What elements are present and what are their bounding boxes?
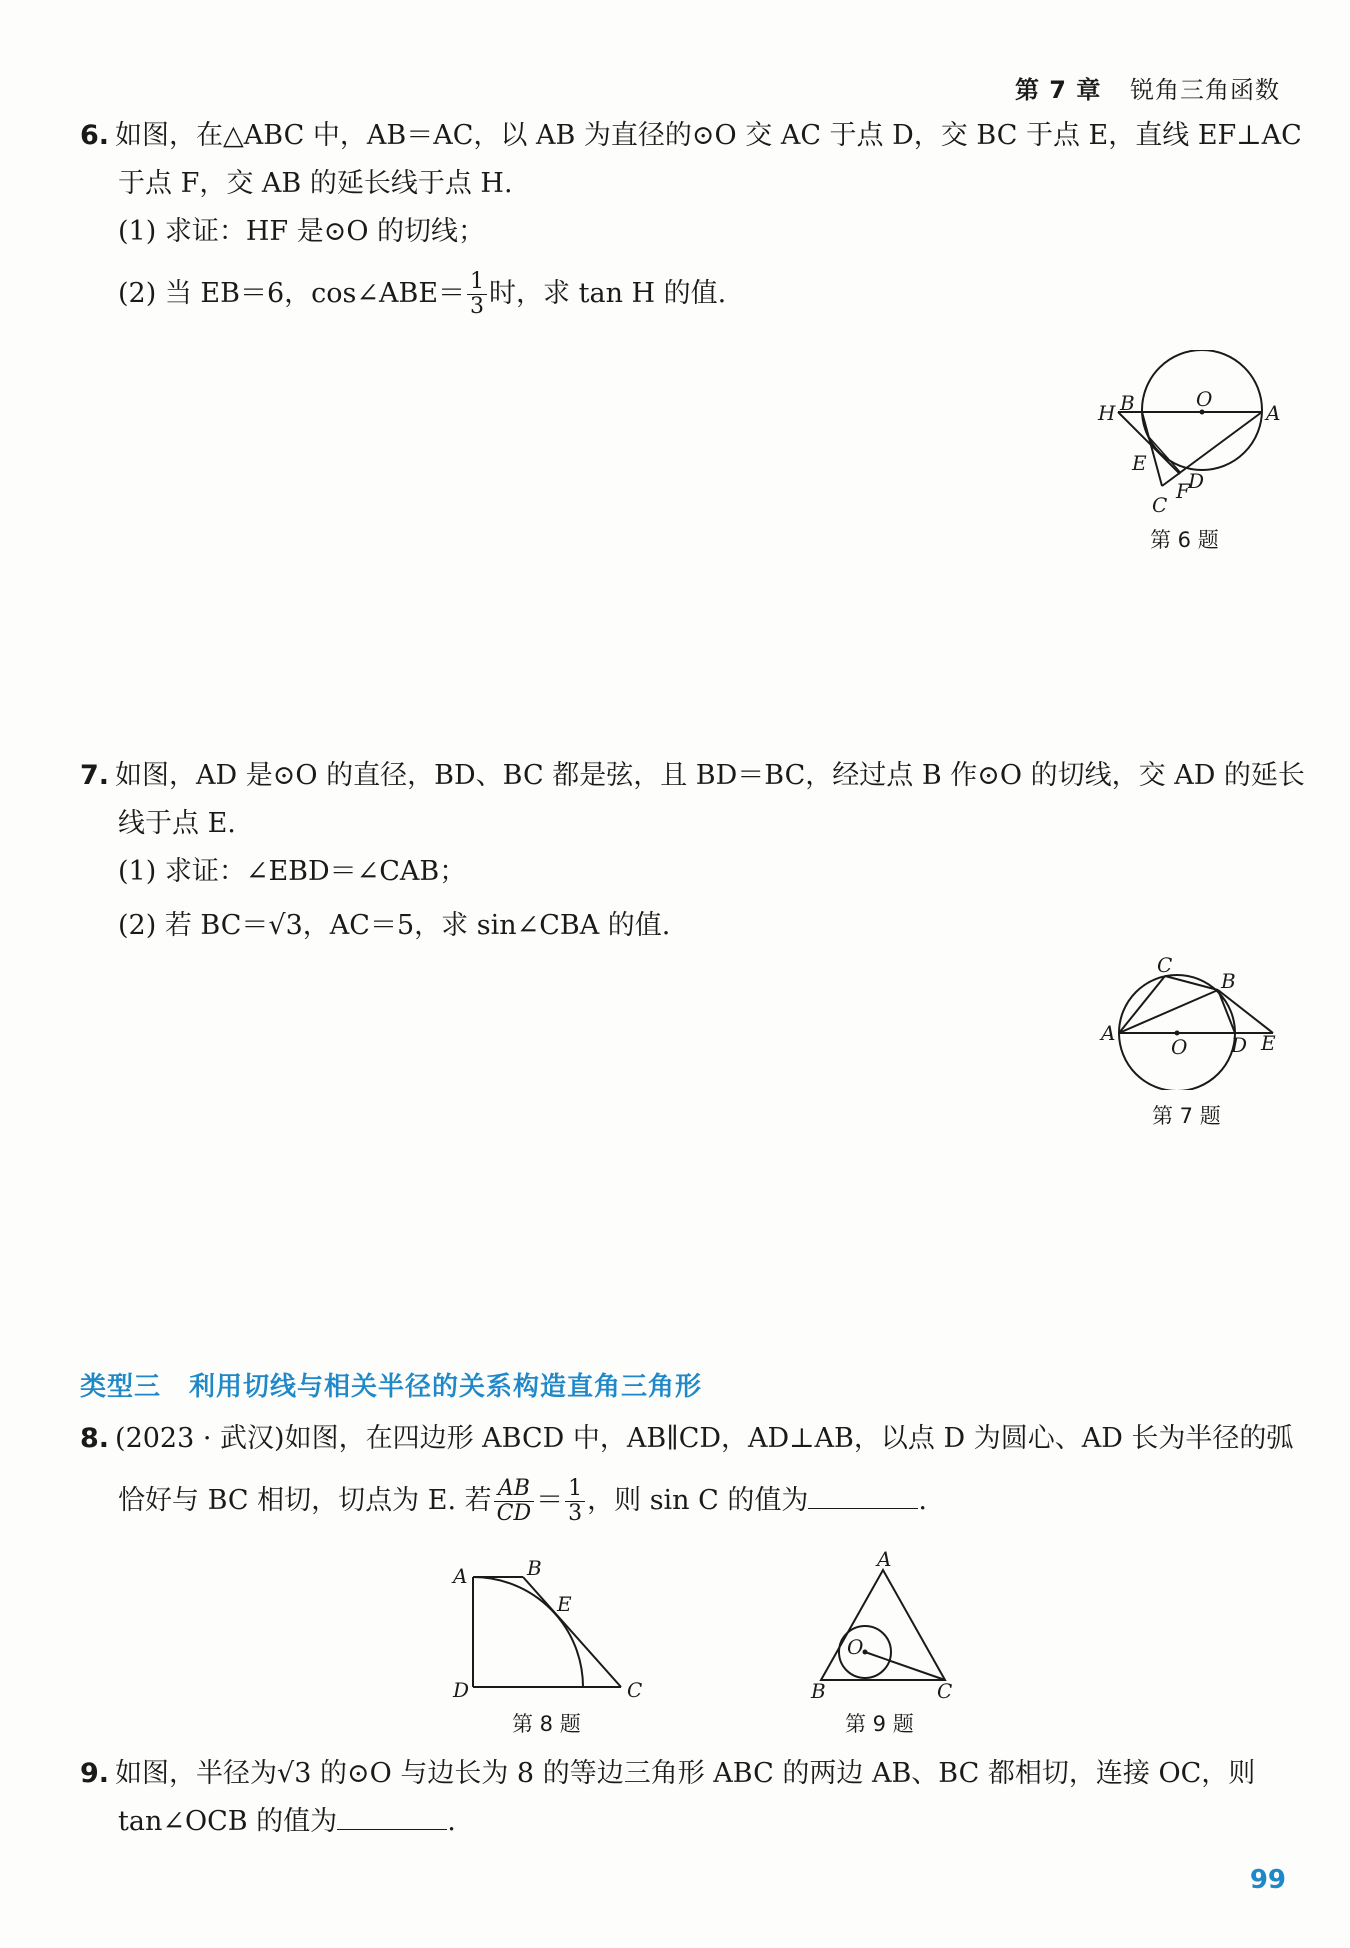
label-O: O	[847, 1635, 864, 1659]
figure-6	[1090, 350, 1290, 525]
problem-7-line2: 线于点 E.	[118, 808, 236, 839]
problem-6	[80, 112, 1302, 319]
label-A: A	[1101, 1021, 1116, 1045]
figure-8	[445, 1555, 655, 1705]
chapter-title: 锐角三角函数	[1130, 76, 1280, 104]
page-number: 99	[1249, 1865, 1286, 1895]
section-heading	[80, 1366, 702, 1403]
figure-7	[1095, 950, 1295, 1090]
problem-number: 6.	[80, 120, 110, 151]
problem-number: 8.	[80, 1423, 110, 1454]
label-C: C	[1152, 493, 1168, 517]
fraction-ab-cd: $\frac{AB}{CD}$	[494, 1477, 534, 1526]
problem-9-line1: 如图，半径为√3 的⊙O 与边长为 8 的等边三角形 ABC 的两边 AB、BC 都相切，连接 OC，则	[115, 1758, 1256, 1789]
problem-7	[80, 752, 1305, 950]
label-F: F	[1176, 479, 1190, 503]
problem-8-line2-end: ，则 sin C 的值为	[587, 1485, 809, 1516]
label-B: B	[1120, 391, 1135, 415]
figure-8-caption: 第 8 题	[512, 1712, 581, 1736]
answer-blank[interactable]	[337, 1803, 447, 1830]
label-H: H	[1098, 401, 1116, 425]
problem-number: 7.	[80, 760, 110, 791]
problem-9: 9. 如图，半径为√3 的⊙O 与边长为 8 的等边三角形 ABC 的两边 AB、BC 都相切，连接 OC，则 tan∠OCB 的值为 .	[80, 1758, 1256, 1837]
figure-7-caption: 第 7 题	[1152, 1104, 1221, 1128]
problem-6-q2-start: (2) 当 EB＝6，cos∠ABE＝	[118, 278, 466, 309]
label-C: C	[1157, 953, 1173, 977]
problem-8-line1: (2023 · 武汉)如图，在四边形 ABCD 中，AB∥CD，AD⊥AB，以点 D 为圆心、AD 长为半径的弧	[115, 1423, 1294, 1454]
page-header	[1015, 70, 1280, 105]
label-E: E	[1261, 1031, 1276, 1055]
fraction: $\frac{1}{3}$	[565, 1477, 585, 1526]
problem-8-line2-start: 恰好与 BC 相切，切点为 E. 若	[118, 1485, 492, 1516]
label-B: B	[1221, 969, 1236, 993]
section-type: 类型三	[80, 1372, 162, 1402]
label-B: B	[527, 1556, 542, 1580]
label-B: B	[811, 1679, 826, 1700]
label-C: C	[627, 1678, 643, 1702]
label-D: D	[1188, 469, 1205, 493]
problem-8: 8. (2023 · 武汉)如图，在四边形 ABCD 中，AB∥CD，AD⊥AB，以点 D 为圆心、AD 长为半径的弧 恰好与 BC 相切，切点为 E. 若 $\frac{AB}{CD}$ ＝ $\frac{1}{3}$ ，则 sin C 的值为 .	[80, 1423, 1294, 1526]
problem-6-line1: 如图，在△ABC 中，AB＝AC，以 AB 为直径的⊙O 交 AC 于点 D，交 BC 于点 E，直线 EF⊥AC	[115, 120, 1302, 151]
label-A: A	[1266, 401, 1281, 425]
figure-6-caption: 第 6 题	[1150, 528, 1219, 552]
problem-7-q2: (2) 若 BC＝√3，AC＝5，求 sin∠CBA 的值.	[118, 910, 671, 941]
problem-6-q2-end: 时，求 tan H 的值.	[489, 278, 727, 309]
label-O: O	[1196, 387, 1213, 411]
label-E: E	[557, 1592, 572, 1616]
fraction: $\frac{1}{3}$	[467, 270, 487, 319]
answer-blank[interactable]	[808, 1482, 918, 1509]
label-A: A	[453, 1564, 468, 1588]
section-title: 利用切线与相关半径的关系构造直角三角形	[189, 1372, 703, 1402]
chapter-number: 第 7 章	[1014, 76, 1102, 104]
label-E: E	[1132, 451, 1147, 475]
problem-7-line1: 如图，AD 是⊙O 的直径，BD、BC 都是弦，且 BD＝BC，经过点 B 作⊙O 的切线，交 AD 的延长	[115, 760, 1305, 791]
label-C: C	[937, 1679, 953, 1700]
problem-9-line2: tan∠OCB 的值为	[118, 1806, 338, 1837]
figure-9-caption: 第 9 题	[845, 1712, 914, 1736]
label-D: D	[453, 1678, 470, 1702]
label-O: O	[1171, 1035, 1188, 1059]
problem-6-q1: (1) 求证：HF 是⊙O 的切线；	[118, 216, 486, 247]
problem-6-line2: 于点 F，交 AB 的延长线于点 H.	[118, 168, 513, 199]
figure-9	[805, 1550, 965, 1700]
problem-number: 9.	[80, 1758, 110, 1789]
label-A: A	[877, 1550, 892, 1571]
label-D: D	[1231, 1033, 1248, 1057]
problem-7-q1: (1) 求证：∠EBD＝∠CAB；	[118, 856, 467, 887]
